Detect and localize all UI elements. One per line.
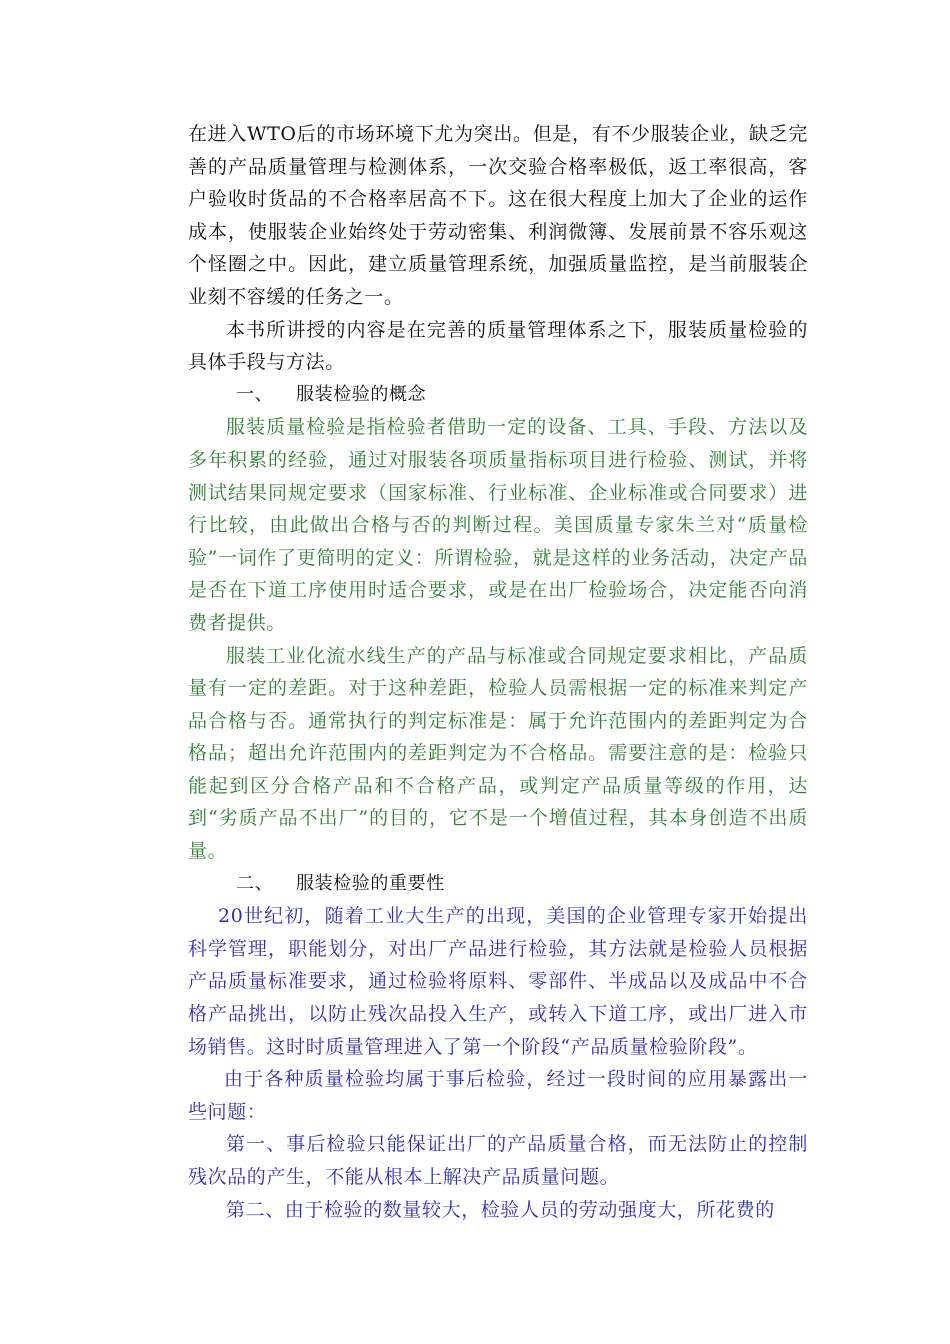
paragraph-problem-two: 第二、由于检验的数量较大，检验人员的劳动强度大，所花费的 <box>226 1198 775 1221</box>
paragraph-history: 20世纪初，随着工业大生产的出现，美国的企业管理专家开始提出科学管理，职能划分，对出厂产品进行检验，其方法就是检验人员根据产品质量标准要求，通过检验将原料、零部件、半成品以及成品中不合格产品挑出，以防止残次品投入生产，或转入下道工序，或出厂进入市场销售。这时时质量管理进入了第一个阶段“产品质量检验阶段”。 <box>188 905 808 1058</box>
paragraph-inspection-judgement: 服装工业化流水线生产的产品与标准或合同规定要求相比，产品质量有一定的差距。对于这种差距，检验人员需根据一定的标准来判定产品合格与否。通常执行的判定标准是：属于允许范围内的差距判定为合格品；超出允许范围内的差距判定为不合格品。需要注意的是：检验只能起到区分合格产品和不合格产品，或判定产品质量等级的作用，达到“劣质产品不出厂”的目的，它不是一个增值过程，其本身创造不出质量。 <box>188 644 808 863</box>
paragraph-problems-intro: 由于各种质量检验均属于事后检验，经过一段时间的应用暴露出一些问题： <box>188 1068 808 1123</box>
section-number: 一、 <box>236 383 274 405</box>
section-heading-concept <box>188 379 808 412</box>
section-number: 二、 <box>236 872 274 894</box>
document-body <box>188 118 808 1226</box>
paragraph-book-scope: 本书所讲授的内容是在完善的质量管理体系之下，服装质量检验的具体手段与方法。 <box>188 318 808 374</box>
section-title: 服装检验的概念 <box>296 383 427 405</box>
section-title: 服装检验的重要性 <box>296 872 445 894</box>
section-heading-importance <box>188 868 808 901</box>
paragraph-inspection-definition: 服装质量检验是指检验者借助一定的设备、工具、手段、方法以及多年积累的经验，通过对服装各项质量指标项目进行检验、测试，并将测试结果同规定要求（国家标准、行业标准、企业标准或合同要求）进行比较，由此做出合格与否的判断过程。美国质量专家朱兰对“质量检验”一词作了更简明的定义：所谓检验，就是这样的业务活动，决定产品是否在下道工序使用时适合要求，或是在出厂检验场合，决定能否向消费者提供。 <box>188 416 808 634</box>
paragraph-intro-continuation: 在进入WTO后的市场环境下尤为突出。但是，有不少服装企业，缺乏完善的产品质量管理与检测体系，一次交验合格率极低，返工率很高，客户验收时货品的不合格率居高不下。这在很大程度上加大了企业的运作成本，使服装企业始终处于劳动密集、利润微簿、发展前景不容乐观这个怪圈之中。因此，建立质量管理系统，加强质量监控，是当前服装企业刻不容缓的任务之一。 <box>188 123 808 308</box>
paragraph-problem-one: 第一、事后检验只能保证出厂的产品质量合格，而无法防止的控制残次品的产生，不能从根本上解决产品质量问题。 <box>188 1133 808 1188</box>
